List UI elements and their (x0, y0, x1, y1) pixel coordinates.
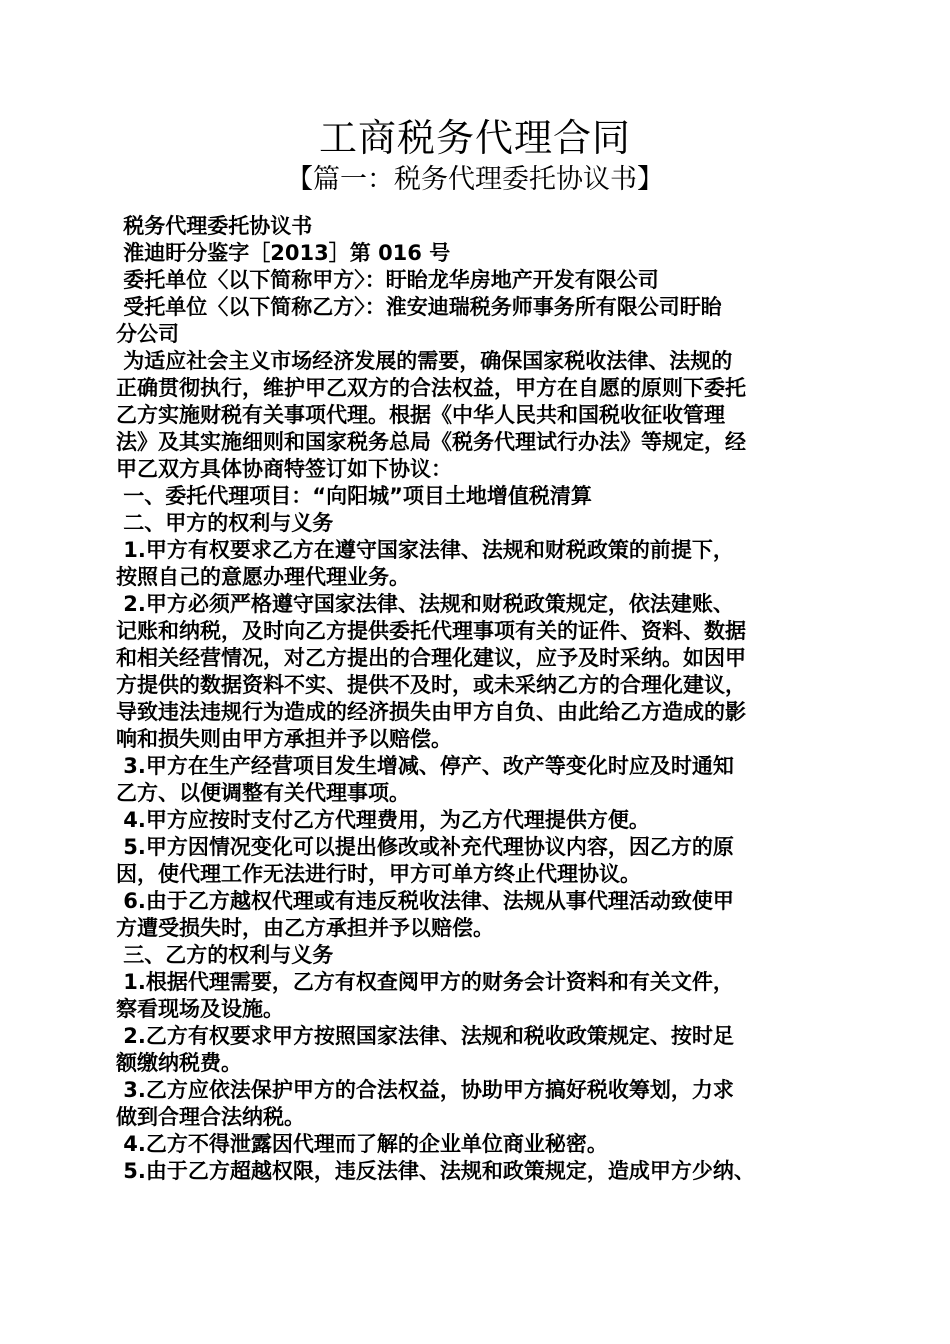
document-line: 和相关经营情况，对乙方提出的合理化建议，应予及时采纳。如因甲 (116, 646, 746, 670)
document-line: 记账和纳税，及时向乙方提供委托代理事项有关的证件、资料、数据 (116, 619, 746, 643)
document-body (116, 213, 836, 1185)
document-line: 响和损失则由甲方承担并予以赔偿。 (116, 727, 452, 751)
document-line: 方遭受损失时，由乙方承担并予以赔偿。 (116, 916, 494, 940)
document-line: 受托单位〈以下简称乙方〉：淮安迪瑞税务师事务所有限公司盱眙 (116, 295, 722, 319)
document-line: 委托单位〈以下简称甲方〉：盱眙龙华房地产开发有限公司 (116, 268, 659, 292)
document-line: 5.由于乙方超越权限，违反法律、法规和政策规定，造成甲方少纳、 (116, 1159, 755, 1183)
document-line: 方提供的数据资料不实、提供不及时，或未采纳乙方的合理化建议， (116, 673, 746, 697)
document-line: 6.由于乙方越权代理或有违反税收法律、法规从事代理活动致使甲 (116, 889, 734, 913)
document-line: 为适应社会主义市场经济发展的需要，确保国家税收法律、法规的 (116, 349, 733, 373)
document-line: 法》及其实施细则和国家税务总局《税务代理试行办法》等规定，经 (116, 430, 746, 454)
document-line: 按照自己的意愿办理代理业务。 (116, 565, 410, 589)
document-line: 4.乙方不得泄露因代理而了解的企业单位商业秘密。 (116, 1132, 608, 1156)
document-subtitle: 【篇一：税务代理委托协议书】 (286, 164, 664, 195)
document-line: 4.甲方应按时支付乙方代理费用，为乙方代理提供方便。 (116, 808, 650, 832)
document-line: 做到合理合法纳税。 (116, 1105, 305, 1129)
document-line: 3.甲方在生产经营项目发生增减、停产、改产等变化时应及时通知 (116, 754, 734, 778)
document-line: 导致违法违规行为造成的经济损失由甲方自负、由此给乙方造成的影 (116, 700, 746, 724)
document-title: 工商税务代理合同 (318, 116, 631, 160)
document-line: 一、委托代理项目：“向阳城”项目土地增值税清算 (116, 484, 592, 508)
document-line: 淮迪盱分鉴字［2013］第 016 号 (116, 241, 451, 265)
document-line: 乙方实施财税有关事项代理。根据《中华人民共和国税收征收管理 (116, 403, 725, 427)
document-line: 2.乙方有权要求甲方按照国家法律、法规和税收政策规定、按时足 (116, 1024, 734, 1048)
document-line: 甲乙双方具体协商特签订如下协议： (116, 457, 452, 481)
document-line: 额缴纳税费。 (116, 1051, 242, 1075)
document-line: 1.甲方有权要求乙方在遵守国家法律、法规和财税政策的前提下， (116, 538, 734, 562)
document-line: 二、甲方的权利与义务 (116, 511, 334, 535)
document-line: 1.根据代理需要，乙方有权查阅甲方的财务会计资料和有关文件， (116, 970, 734, 994)
document-line: 分公司 (116, 322, 179, 346)
document-line: 5.甲方因情况变化可以提出修改或补充代理协议内容，因乙方的原 (116, 835, 734, 859)
document-line: 因，使代理工作无法进行时，甲方可单方终止代理协议。 (116, 862, 641, 886)
document-line: 乙方、以便调整有关代理事项。 (116, 781, 410, 805)
document-line: 正确贯彻执行，维护甲乙双方的合法权益，甲方在自愿的原则下委托 (116, 376, 746, 400)
document-line: 税务代理委托协议书 (116, 214, 313, 238)
document-line: 2.甲方必须严格遵守国家法律、法规和财税政策规定，依法建账、 (116, 592, 734, 616)
document-line: 3.乙方应依法保护甲方的合法权益，协助甲方搞好税收筹划，力求 (116, 1078, 734, 1102)
document-line: 察看现场及设施。 (116, 997, 284, 1021)
document-line: 三、乙方的权利与义务 (116, 943, 334, 967)
